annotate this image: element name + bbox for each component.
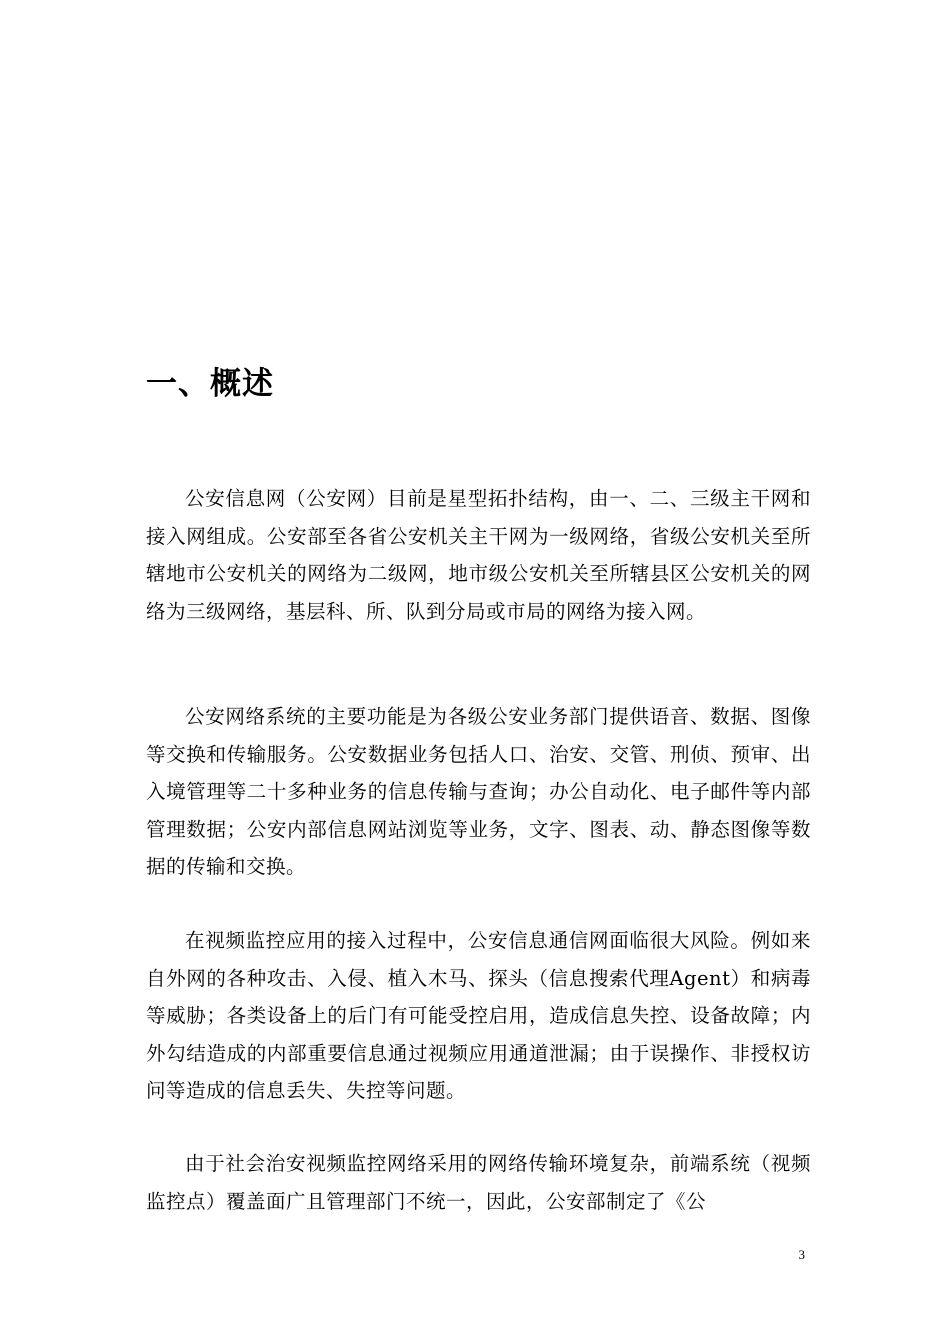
page-number: 3 <box>798 1247 805 1262</box>
paragraph-standards-intro: 由于社会治安视频监控网络采用的网络传输环境复杂，前端系统（视频监控点）覆盖面广且管理部门不统一，因此，公安部制定了《公 <box>146 1152 811 1213</box>
paragraph-network-functions: 公安网络系统的主要功能是为各级公安业务部门提供语音、数据、图像等交换和传输服务。公安数据业务包括人口、治安、交管、刑侦、预审、出入境管理等二十多种业务的信息传输与查询；办公自动化、电子邮件等内部管理数据；公安内部信息网站浏览等业务，文字、图表、动、静态图像等数据的传输和交换。 <box>146 705 811 878</box>
section-heading: 一、概述 <box>146 366 274 402</box>
paragraph-network-structure: 公安信息网（公安网）目前是星型拓扑结构，由一、二、三级主干网和接入网组成。公安部至各省公安机关主干网为一级网络，省级公安机关至所辖地市公安机关的网络为二级网，地市级公安机关至所辖县区公安机关的网络为三级网络，基层科、所、队到分局或市局的网络为接入网。 <box>146 487 811 623</box>
paragraph-security-risks: 在视频监控应用的接入过程中，公安信息通信网面临很大风险。例如来自外网的各种攻击、入侵、植入木马、探头（信息搜索代理Agent）和病毒等威胁；各类设备上的后门有可能受控启用，造成信息失控、设备故障；内外勾结造成的内部重要信息通过视频应用通道泄漏；由于误操作、非授权访问等造成的信息丢失、失控等问题。 <box>146 929 811 1102</box>
